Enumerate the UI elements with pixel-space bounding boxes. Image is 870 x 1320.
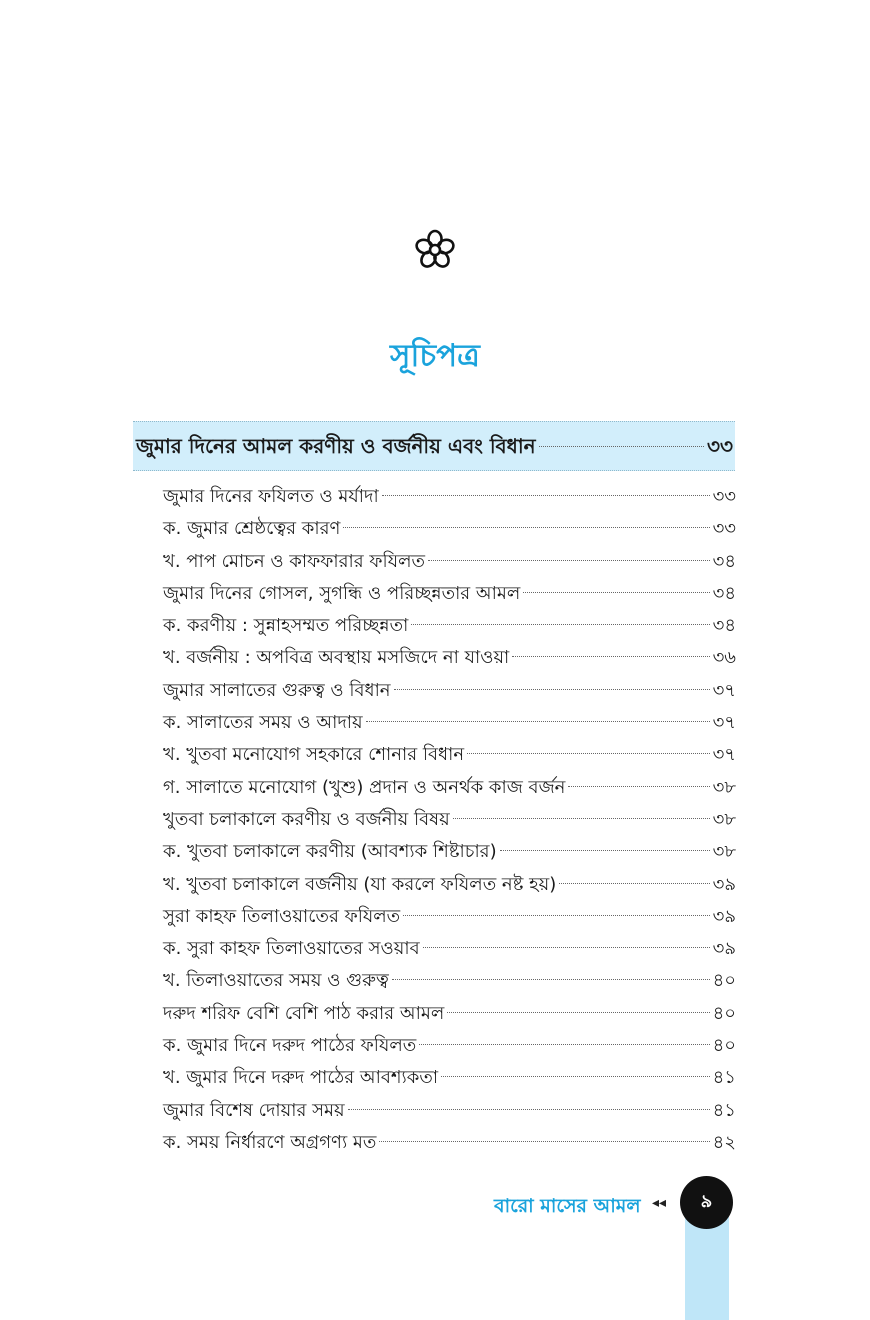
toc-entry-label: সুরা কাহফ তিলাওয়াতের ফযিলত [163, 905, 401, 927]
dot-leader [447, 1012, 709, 1013]
toc-entry-page: ৩৬ [712, 647, 736, 669]
toc-entry-label: ক. জুমার শ্রেষ্ঠত্বের কারণ [163, 518, 341, 540]
dot-leader [394, 689, 710, 690]
toc-entry-page: ৩৮ [712, 808, 736, 830]
toc-entry-page: ৩৮ [712, 776, 736, 798]
dot-leader [392, 979, 710, 980]
toc-entry-label: ক. করণীয় : সুন্নাহসম্মত পরিচ্ছন্নতা [163, 615, 409, 637]
dot-leader [411, 624, 709, 625]
dot-leader [348, 1109, 710, 1110]
dot-leader [539, 446, 704, 447]
toc-entry-label: খ. তিলাওয়াতের সময় ও গুরুত্ব [163, 970, 389, 992]
dot-leader [523, 592, 709, 593]
toc-entry-page: ৩৯ [712, 905, 736, 927]
toc-entry-label: খ. খুতবা চলাকালে বর্জনীয় (যা করলে ফযিলত নষ্ট হয়) [163, 873, 557, 895]
dot-leader [453, 818, 710, 819]
section-heading-label: জুমার দিনের আমল করণীয় ও বর্জনীয় এবং বিধান [136, 434, 536, 458]
toc-entry [163, 708, 736, 740]
toc-entry-label: খ. খুতবা মনোযোগ সহকারে শোনার বিধান [163, 744, 465, 766]
toc-entry-label: ক. সুরা কাহফ তিলাওয়াতের সওয়াব [163, 938, 420, 960]
toc-entry [163, 514, 736, 546]
toc-entry-page: ৪১ [712, 1099, 736, 1121]
dot-leader [343, 527, 709, 528]
dot-leader [467, 753, 710, 754]
dot-leader [512, 656, 709, 657]
section-heading-row [136, 432, 733, 465]
toc-entry [163, 934, 736, 966]
toc-entry [163, 482, 736, 514]
toc-entry-page: ৩৪ [712, 582, 736, 604]
toc-entry-label: ক. খুতবা চলাকালে করণীয় (আবশ্যক শিষ্টাচার) [163, 841, 497, 863]
toc-entry-label: ক. জুমার দিনে দরুদ পাঠের ফযিলত [163, 1035, 417, 1057]
flower-icon [413, 228, 457, 272]
toc-entry-label: জুমার বিশেষ দোয়ার সময় [163, 1099, 345, 1121]
toc-entry [163, 902, 736, 934]
toc-entry-page: ৩৩ [712, 518, 736, 540]
toc-entry [163, 1096, 736, 1128]
toc-entry-label: খুতবা চলাকালে করণীয় ও বর্জনীয় বিষয় [163, 808, 450, 830]
toc-entry-page: ৪২ [712, 1131, 736, 1153]
toc-entry [163, 966, 736, 998]
toc-entry-page: ৩৮ [712, 841, 736, 863]
toc-entry [163, 773, 736, 805]
dot-leader [403, 915, 709, 916]
page-number-badge [680, 1176, 733, 1229]
dot-leader [441, 1076, 710, 1077]
dot-leader [419, 1044, 709, 1045]
section-heading-page: ৩৩ [706, 434, 733, 458]
toc-entry-label: ক. সময় নির্ধারণে অগ্রগণ্য মত [163, 1131, 377, 1153]
toc-entry-label: জুমার দিনের গোসল, সুগন্ধি ও পরিচ্ছন্নতার আমল [163, 582, 521, 604]
flower-ornament [0, 228, 870, 276]
toc-entry [163, 837, 736, 869]
toc-entry [163, 740, 736, 772]
toc-entry [163, 611, 736, 643]
toc-entry-page: ৩৪ [712, 615, 736, 637]
toc-entry [163, 805, 736, 837]
toc-entry-page: ৪০ [712, 1035, 736, 1057]
book-title: বারো মাসের আমল [494, 1195, 641, 1217]
toc-entry [163, 1063, 736, 1095]
toc-entry [163, 1128, 736, 1160]
toc-entry-label: দরুদ শরিফ বেশি বেশি পাঠ করার আমল [163, 1002, 445, 1024]
dot-leader [500, 850, 710, 851]
toc-entry-page: ৪০ [712, 1002, 736, 1024]
toc-entry-label: ক. সালাতের সময় ও আদায় [163, 712, 363, 734]
toc-entry-label: খ. জুমার দিনে দরুদ পাঠের আবশ্যকতা [163, 1067, 439, 1089]
toc-entry-page: ৩৪ [712, 550, 736, 572]
toc-entry-label: জুমার সালাতের গুরুত্ব ও বিধান [163, 679, 391, 701]
toc-entry-label: জুমার দিনের ফযিলত ও মর্যাদা [163, 486, 379, 507]
dot-leader [366, 721, 710, 722]
toc-entry-page: ৩৭ [712, 744, 736, 766]
toc-entry-page: ৩৭ [712, 679, 736, 701]
dot-leader [423, 947, 710, 948]
toc-entry-page: ৪১ [712, 1067, 736, 1089]
page-title: সূচিপত্র [390, 338, 480, 374]
toc-entry-page: ৩৯ [712, 873, 736, 895]
toc-entry [163, 579, 736, 611]
dot-leader [382, 495, 710, 496]
toc-list [163, 482, 736, 1160]
dot-leader [568, 786, 709, 787]
dot-leader [559, 883, 709, 884]
toc-entry [163, 547, 736, 579]
dot-leader [428, 560, 710, 561]
toc-entry-page: ৩৭ [712, 712, 736, 734]
toc-entry-label: গ. সালাতে মনোযোগ (খুশু) প্রদান ও অনর্থক কাজ বর্জন [163, 776, 566, 798]
toc-entry [163, 999, 736, 1031]
toc-entry-label: খ. বর্জনীয় : অপবিত্র অবস্থায় মসজিদে না যাওয়া [163, 647, 510, 669]
toc-entry-page: ৩৩ [712, 486, 736, 507]
arrow-left-icon: ◂◂ [652, 1195, 667, 1211]
toc-entry [163, 643, 736, 675]
toc-entry-label: খ. পাপ মোচন ও কাফফারার ফযিলত [163, 550, 425, 572]
toc-entry [163, 870, 736, 902]
page-number: ৯ [700, 1191, 713, 1212]
toc-entry-page: ৪০ [712, 970, 736, 992]
toc-entry-page: ৩৯ [712, 938, 736, 960]
dot-leader [379, 1141, 709, 1142]
toc-entry [163, 676, 736, 708]
toc-entry [163, 1031, 736, 1063]
